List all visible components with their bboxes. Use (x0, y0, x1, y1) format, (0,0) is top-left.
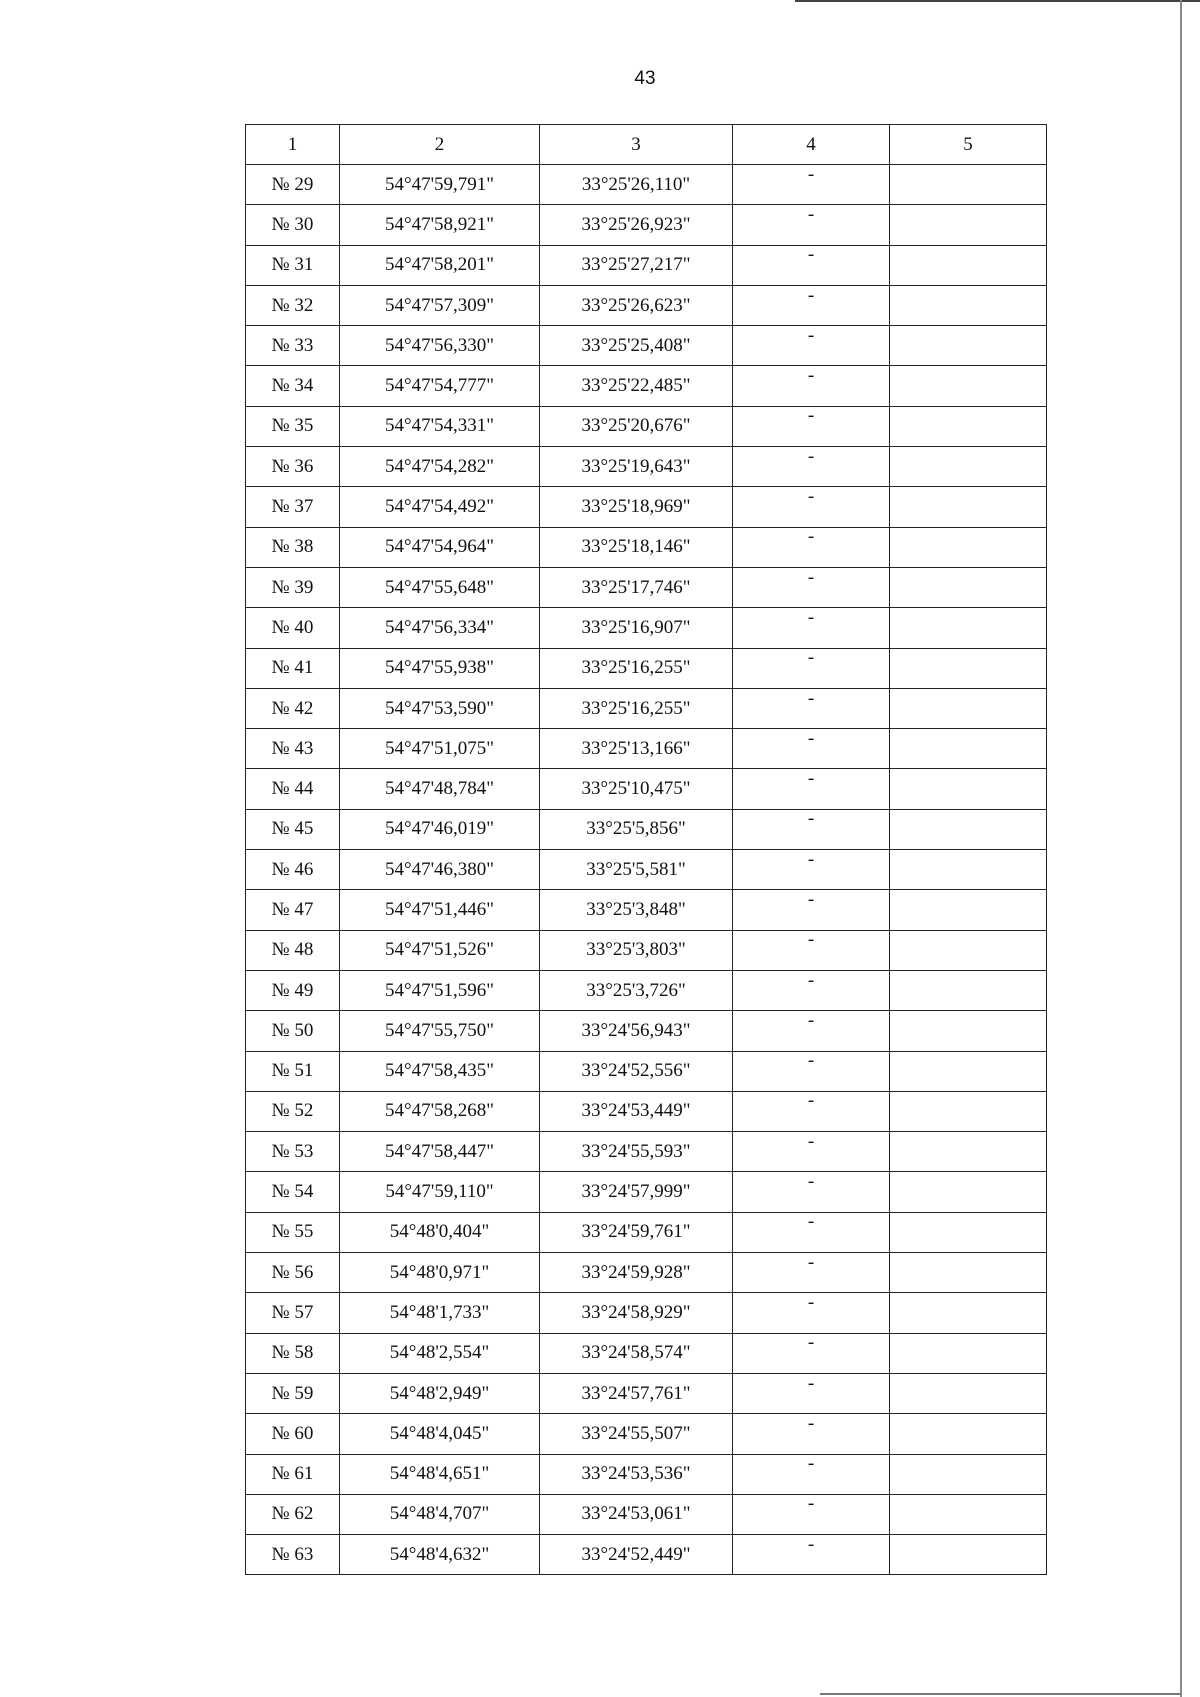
table-row (246, 648, 1047, 688)
point-number-cell: № 62 (246, 1494, 340, 1534)
column-5-cell (890, 648, 1047, 688)
longitude-cell: 33°25'27,217" (540, 245, 733, 285)
column-4-cell (733, 1414, 890, 1454)
point-number-cell: № 41 (246, 648, 340, 688)
column-4-cell (733, 1333, 890, 1373)
column-4-cell (733, 769, 890, 809)
point-number-cell: № 46 (246, 850, 340, 890)
dash-mark: - (807, 687, 815, 709)
dash-mark: - (807, 808, 815, 830)
column-4-cell (733, 1293, 890, 1333)
table-row (246, 326, 1047, 366)
table-row (246, 527, 1047, 567)
point-number-cell: № 52 (246, 1091, 340, 1131)
table-body (246, 165, 1047, 1575)
point-number-cell: № 39 (246, 567, 340, 607)
point-number-cell: № 44 (246, 769, 340, 809)
page-number: 43 (634, 68, 656, 89)
table-row (246, 1051, 1047, 1091)
point-number-cell: № 57 (246, 1293, 340, 1333)
dash-mark: - (807, 1493, 815, 1515)
table-row (246, 447, 1047, 487)
header-col-5: 5 (890, 125, 1047, 165)
latitude-cell: 54°48'2,949" (340, 1373, 540, 1413)
point-number-cell: № 35 (246, 406, 340, 446)
point-number-cell: № 38 (246, 527, 340, 567)
dash-mark: - (807, 324, 815, 346)
point-number-cell: № 49 (246, 970, 340, 1010)
longitude-cell: 33°25'26,110" (540, 165, 733, 205)
column-4-cell (733, 688, 890, 728)
header-col-1: 1 (246, 125, 340, 165)
dash-mark: - (807, 1533, 815, 1555)
table-row (246, 608, 1047, 648)
longitude-cell: 33°24'55,593" (540, 1132, 733, 1172)
column-4-cell (733, 850, 890, 890)
column-4-cell (733, 326, 890, 366)
longitude-cell: 33°24'53,449" (540, 1091, 733, 1131)
point-number-cell: № 32 (246, 285, 340, 325)
point-number-cell: № 59 (246, 1373, 340, 1413)
point-number-cell: № 63 (246, 1535, 340, 1575)
column-5-cell (890, 1212, 1047, 1252)
table-row (246, 1494, 1047, 1534)
longitude-cell: 33°24'52,556" (540, 1051, 733, 1091)
table-row (246, 406, 1047, 446)
column-5-cell (890, 1011, 1047, 1051)
point-number-cell: № 37 (246, 487, 340, 527)
table-row (246, 850, 1047, 890)
latitude-cell: 54°48'0,971" (340, 1253, 540, 1293)
longitude-cell: 33°25'5,581" (540, 850, 733, 890)
latitude-cell: 54°47'46,019" (340, 809, 540, 849)
latitude-cell: 54°47'55,648" (340, 567, 540, 607)
column-4-cell (733, 1253, 890, 1293)
column-5-cell (890, 1051, 1047, 1091)
point-number-cell: № 40 (246, 608, 340, 648)
dash-mark: - (807, 647, 815, 669)
point-number-cell: № 55 (246, 1212, 340, 1252)
point-number-cell: № 34 (246, 366, 340, 406)
latitude-cell: 54°47'54,777" (340, 366, 540, 406)
table-row (246, 729, 1047, 769)
point-number-cell: № 47 (246, 890, 340, 930)
table-row (246, 809, 1047, 849)
column-4-cell (733, 205, 890, 245)
dash-mark: - (807, 969, 815, 991)
column-5-cell (890, 890, 1047, 930)
table-row (246, 688, 1047, 728)
point-number-cell: № 54 (246, 1172, 340, 1212)
dash-mark: - (807, 284, 815, 306)
point-number-cell: № 42 (246, 688, 340, 728)
latitude-cell: 54°47'46,380" (340, 850, 540, 890)
latitude-cell: 54°47'57,309" (340, 285, 540, 325)
column-4-cell (733, 1011, 890, 1051)
dash-mark: - (807, 244, 815, 266)
column-5-cell (890, 688, 1047, 728)
dash-mark: - (807, 445, 815, 467)
column-5-cell (890, 406, 1047, 446)
latitude-cell: 54°47'54,964" (340, 527, 540, 567)
latitude-cell: 54°48'0,404" (340, 1212, 540, 1252)
dash-mark: - (807, 1009, 815, 1031)
longitude-cell: 33°24'58,574" (540, 1333, 733, 1373)
column-4-cell (733, 1172, 890, 1212)
header-col-2: 2 (340, 125, 540, 165)
longitude-cell: 33°25'3,803" (540, 930, 733, 970)
column-4-cell (733, 1494, 890, 1534)
table-row (246, 1172, 1047, 1212)
latitude-cell: 54°48'4,045" (340, 1414, 540, 1454)
longitude-cell: 33°25'26,923" (540, 205, 733, 245)
column-5-cell (890, 1091, 1047, 1131)
point-number-cell: № 50 (246, 1011, 340, 1051)
dash-mark: - (807, 606, 815, 628)
point-number-cell: № 45 (246, 809, 340, 849)
longitude-cell: 33°25'20,676" (540, 406, 733, 446)
column-5-cell (890, 1494, 1047, 1534)
point-number-cell: № 58 (246, 1333, 340, 1373)
dash-mark: - (807, 1130, 815, 1152)
column-4-cell (733, 527, 890, 567)
longitude-cell: 33°25'3,726" (540, 970, 733, 1010)
longitude-cell: 33°25'18,146" (540, 527, 733, 567)
latitude-cell: 54°47'54,492" (340, 487, 540, 527)
column-5-cell (890, 245, 1047, 285)
dash-mark: - (807, 1453, 815, 1475)
scan-edge-top (795, 0, 1200, 2)
longitude-cell: 33°24'57,761" (540, 1373, 733, 1413)
column-5-cell (890, 1454, 1047, 1494)
column-4-cell (733, 890, 890, 930)
latitude-cell: 54°48'1,733" (340, 1293, 540, 1333)
longitude-cell: 33°25'17,746" (540, 567, 733, 607)
latitude-cell: 54°47'56,330" (340, 326, 540, 366)
table-row (246, 930, 1047, 970)
dash-mark: - (807, 768, 815, 790)
column-5-cell (890, 1333, 1047, 1373)
latitude-cell: 54°47'54,331" (340, 406, 540, 446)
longitude-cell: 33°24'59,761" (540, 1212, 733, 1252)
longitude-cell: 33°25'26,623" (540, 285, 733, 325)
column-5-cell (890, 285, 1047, 325)
longitude-cell: 33°25'19,643" (540, 447, 733, 487)
dash-mark: - (807, 163, 815, 185)
column-5-cell (890, 1414, 1047, 1454)
latitude-cell: 54°47'51,596" (340, 970, 540, 1010)
scan-edge-right (1180, 0, 1182, 1697)
column-5-cell (890, 1132, 1047, 1172)
dash-mark: - (807, 1090, 815, 1112)
latitude-cell: 54°47'54,282" (340, 447, 540, 487)
dash-mark: - (807, 848, 815, 870)
point-number-cell: № 30 (246, 205, 340, 245)
latitude-cell: 54°47'55,938" (340, 648, 540, 688)
table-row (246, 1212, 1047, 1252)
column-5-cell (890, 930, 1047, 970)
table-row (246, 1011, 1047, 1051)
column-5-cell (890, 205, 1047, 245)
dash-mark: - (807, 203, 815, 225)
table-row (246, 1333, 1047, 1373)
point-number-cell: № 33 (246, 326, 340, 366)
dash-mark: - (807, 1171, 815, 1193)
column-4-cell (733, 366, 890, 406)
column-5-cell (890, 165, 1047, 205)
dash-mark: - (807, 405, 815, 427)
column-5-cell (890, 809, 1047, 849)
longitude-cell: 33°24'57,999" (540, 1172, 733, 1212)
column-5-cell (890, 366, 1047, 406)
longitude-cell: 33°24'52,449" (540, 1535, 733, 1575)
column-5-cell (890, 527, 1047, 567)
column-5-cell (890, 447, 1047, 487)
table-row (246, 1293, 1047, 1333)
latitude-cell: 54°48'2,554" (340, 1333, 540, 1373)
column-4-cell (733, 1091, 890, 1131)
latitude-cell: 54°47'59,110" (340, 1172, 540, 1212)
point-number-cell: № 31 (246, 245, 340, 285)
column-4-cell (733, 809, 890, 849)
latitude-cell: 54°47'58,268" (340, 1091, 540, 1131)
point-number-cell: № 61 (246, 1454, 340, 1494)
latitude-cell: 54°48'4,707" (340, 1494, 540, 1534)
column-5-cell (890, 970, 1047, 1010)
table-row (246, 567, 1047, 607)
table-row (246, 245, 1047, 285)
column-4-cell (733, 1132, 890, 1172)
column-4-cell (733, 970, 890, 1010)
longitude-cell: 33°24'58,929" (540, 1293, 733, 1333)
latitude-cell: 54°48'4,651" (340, 1454, 540, 1494)
latitude-cell: 54°47'58,447" (340, 1132, 540, 1172)
latitude-cell: 54°47'59,791" (340, 165, 540, 205)
column-5-cell (890, 1373, 1047, 1413)
longitude-cell: 33°25'10,475" (540, 769, 733, 809)
column-5-cell (890, 729, 1047, 769)
column-4-cell (733, 447, 890, 487)
longitude-cell: 33°24'53,536" (540, 1454, 733, 1494)
longitude-cell: 33°24'59,928" (540, 1253, 733, 1293)
point-number-cell: № 56 (246, 1253, 340, 1293)
column-4-cell (733, 1051, 890, 1091)
dash-mark: - (807, 1050, 815, 1072)
column-5-cell (890, 1172, 1047, 1212)
latitude-cell: 54°47'56,334" (340, 608, 540, 648)
header-col-4: 4 (733, 125, 890, 165)
coordinates-table (245, 124, 1047, 1575)
table-row (246, 487, 1047, 527)
column-5-cell (890, 1293, 1047, 1333)
table-row (246, 366, 1047, 406)
column-4-cell (733, 1454, 890, 1494)
longitude-cell: 33°25'25,408" (540, 326, 733, 366)
longitude-cell: 33°24'53,061" (540, 1494, 733, 1534)
dash-mark: - (807, 486, 815, 508)
latitude-cell: 54°47'51,526" (340, 930, 540, 970)
column-4-cell (733, 406, 890, 446)
longitude-cell: 33°25'16,255" (540, 688, 733, 728)
dash-mark: - (807, 1372, 815, 1394)
point-number-cell: № 51 (246, 1051, 340, 1091)
latitude-cell: 54°47'58,435" (340, 1051, 540, 1091)
table-row (246, 890, 1047, 930)
dash-mark: - (807, 566, 815, 588)
latitude-cell: 54°47'48,784" (340, 769, 540, 809)
column-5-cell (890, 487, 1047, 527)
table-row (246, 769, 1047, 809)
dash-mark: - (807, 888, 815, 910)
latitude-cell: 54°47'53,590" (340, 688, 540, 728)
longitude-cell: 33°25'16,255" (540, 648, 733, 688)
dash-mark: - (807, 1332, 815, 1354)
column-5-cell (890, 1253, 1047, 1293)
column-5-cell (890, 1535, 1047, 1575)
table-row (246, 285, 1047, 325)
longitude-cell: 33°25'13,166" (540, 729, 733, 769)
column-4-cell (733, 608, 890, 648)
longitude-cell: 33°25'18,969" (540, 487, 733, 527)
latitude-cell: 54°47'51,446" (340, 890, 540, 930)
column-4-cell (733, 487, 890, 527)
latitude-cell: 54°47'51,075" (340, 729, 540, 769)
column-5-cell (890, 850, 1047, 890)
dash-mark: - (807, 1291, 815, 1313)
table-row (246, 1535, 1047, 1575)
latitude-cell: 54°48'4,632" (340, 1535, 540, 1575)
table-row (246, 205, 1047, 245)
longitude-cell: 33°24'56,943" (540, 1011, 733, 1051)
scan-edge-bottom (820, 1693, 1180, 1695)
header-col-3: 3 (540, 125, 733, 165)
table-header-row (246, 125, 1047, 165)
column-4-cell (733, 1535, 890, 1575)
latitude-cell: 54°47'55,750" (340, 1011, 540, 1051)
table-row (246, 1253, 1047, 1293)
table-row (246, 1373, 1047, 1413)
longitude-cell: 33°25'5,856" (540, 809, 733, 849)
dash-mark: - (807, 929, 815, 951)
column-4-cell (733, 1212, 890, 1252)
column-4-cell (733, 165, 890, 205)
point-number-cell: № 43 (246, 729, 340, 769)
column-5-cell (890, 608, 1047, 648)
longitude-cell: 33°25'3,848" (540, 890, 733, 930)
table-row (246, 1414, 1047, 1454)
dash-mark: - (807, 1251, 815, 1273)
dash-mark: - (807, 526, 815, 548)
point-number-cell: № 29 (246, 165, 340, 205)
column-5-cell (890, 567, 1047, 607)
column-4-cell (733, 930, 890, 970)
longitude-cell: 33°25'16,907" (540, 608, 733, 648)
column-5-cell (890, 326, 1047, 366)
dash-mark: - (807, 1412, 815, 1434)
table-row (246, 1454, 1047, 1494)
table-row (246, 165, 1047, 205)
point-number-cell: № 60 (246, 1414, 340, 1454)
dash-mark: - (807, 365, 815, 387)
longitude-cell: 33°24'55,507" (540, 1414, 733, 1454)
dash-mark: - (807, 1211, 815, 1233)
column-4-cell (733, 1373, 890, 1413)
point-number-cell: № 53 (246, 1132, 340, 1172)
point-number-cell: № 36 (246, 447, 340, 487)
dash-mark: - (807, 727, 815, 749)
column-4-cell (733, 285, 890, 325)
column-5-cell (890, 769, 1047, 809)
latitude-cell: 54°47'58,201" (340, 245, 540, 285)
table-row (246, 1091, 1047, 1131)
latitude-cell: 54°47'58,921" (340, 205, 540, 245)
column-4-cell (733, 245, 890, 285)
table-row (246, 1132, 1047, 1172)
column-4-cell (733, 729, 890, 769)
column-4-cell (733, 648, 890, 688)
column-4-cell (733, 567, 890, 607)
longitude-cell: 33°25'22,485" (540, 366, 733, 406)
point-number-cell: № 48 (246, 930, 340, 970)
table-row (246, 970, 1047, 1010)
